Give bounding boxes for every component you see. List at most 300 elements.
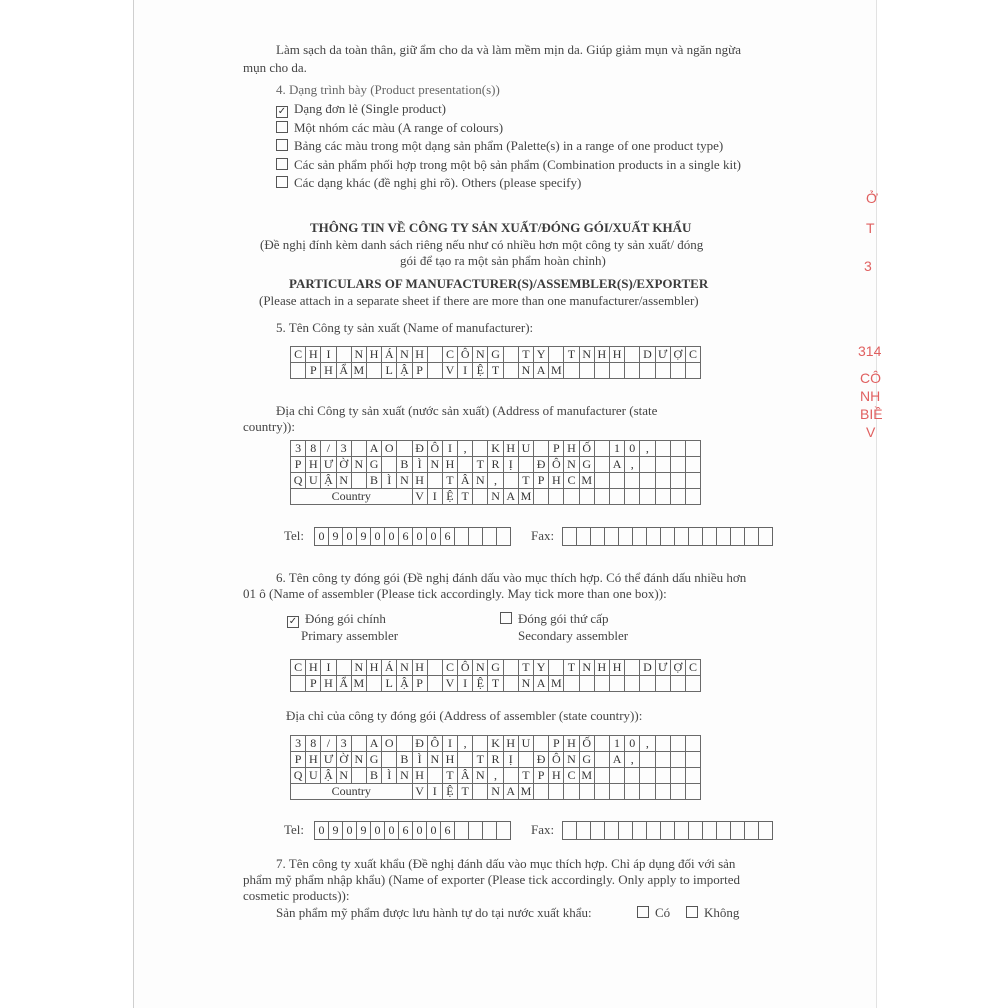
grid-cell[interactable]: P <box>412 363 427 379</box>
grid-cell[interactable]: N <box>397 768 412 784</box>
grid-cell[interactable]: 3 <box>336 441 351 457</box>
grid-cell[interactable]: M <box>549 363 564 379</box>
presentation-checkbox[interactable]: ✓ <box>277 106 287 117</box>
grid-cell[interactable] <box>594 752 609 768</box>
grid-cell[interactable]: H <box>564 441 579 457</box>
grid-cell[interactable] <box>594 676 609 692</box>
presentation-checkbox[interactable] <box>276 121 288 133</box>
digit-box[interactable]: 0 <box>412 527 427 546</box>
grid-cell[interactable]: C <box>442 347 457 363</box>
grid-cell[interactable] <box>655 363 670 379</box>
grid-cell[interactable]: Ư <box>655 660 670 676</box>
grid-cell[interactable]: G <box>488 347 503 363</box>
grid-cell[interactable]: R <box>488 752 503 768</box>
digit-box[interactable]: 6 <box>440 527 455 546</box>
grid-cell[interactable] <box>670 457 685 473</box>
grid-cell[interactable]: N <box>473 660 488 676</box>
presentation-option[interactable] <box>276 119 503 136</box>
grid-cell[interactable]: Đ <box>534 457 549 473</box>
grid-cell[interactable]: Ệ <box>473 676 488 692</box>
secondary-assembler-checkbox[interactable] <box>500 612 512 624</box>
grid-cell[interactable]: T <box>473 752 488 768</box>
grid-cell[interactable]: N <box>488 784 503 800</box>
grid-cell[interactable]: V <box>412 489 427 505</box>
presentation-option[interactable] <box>276 137 723 154</box>
grid-cell[interactable] <box>549 489 564 505</box>
grid-cell[interactable] <box>336 347 351 363</box>
grid-cell[interactable]: H <box>412 473 427 489</box>
digit-box[interactable]: 6 <box>440 821 455 840</box>
grid-cell[interactable]: Ậ <box>321 768 336 784</box>
grid-cell[interactable]: A <box>366 736 381 752</box>
grid-cell[interactable]: N <box>351 457 366 473</box>
grid-cell[interactable] <box>625 363 640 379</box>
grid-cell[interactable]: G <box>366 457 381 473</box>
presentation-option[interactable] <box>276 100 446 118</box>
digit-box[interactable] <box>674 527 689 546</box>
grid-cell[interactable] <box>685 676 700 692</box>
grid-cell[interactable] <box>503 676 518 692</box>
grid-cell[interactable]: I <box>427 784 442 800</box>
grid-cell[interactable] <box>366 676 381 692</box>
grid-cell[interactable] <box>564 676 579 692</box>
grid-cell[interactable]: 1 <box>609 441 624 457</box>
grid-cell[interactable] <box>291 363 306 379</box>
assembler-address-grid[interactable] <box>290 735 701 800</box>
grid-cell[interactable] <box>503 660 518 676</box>
grid-cell[interactable] <box>670 768 685 784</box>
digit-box[interactable] <box>730 527 745 546</box>
grid-cell[interactable]: N <box>564 457 579 473</box>
grid-cell[interactable] <box>625 676 640 692</box>
grid-cell[interactable] <box>685 363 700 379</box>
grid-cell[interactable]: M <box>579 768 594 784</box>
digit-box[interactable] <box>590 527 605 546</box>
digit-box[interactable]: 0 <box>370 527 385 546</box>
grid-cell[interactable]: T <box>518 347 533 363</box>
digit-box[interactable] <box>618 821 633 840</box>
grid-cell[interactable]: H <box>594 347 609 363</box>
grid-cell[interactable]: A <box>534 676 549 692</box>
grid-cell[interactable]: N <box>488 489 503 505</box>
grid-cell[interactable] <box>351 736 366 752</box>
grid-cell[interactable]: U <box>518 441 533 457</box>
digit-box[interactable] <box>562 821 577 840</box>
grid-cell[interactable] <box>594 784 609 800</box>
grid-cell[interactable]: Ì <box>412 752 427 768</box>
grid-cell[interactable] <box>655 441 670 457</box>
grid-cell[interactable] <box>609 784 624 800</box>
grid-cell[interactable]: P <box>306 363 321 379</box>
grid-cell[interactable]: , <box>458 736 473 752</box>
grid-cell[interactable] <box>655 473 670 489</box>
grid-cell[interactable] <box>427 676 442 692</box>
grid-cell[interactable] <box>549 347 564 363</box>
grid-cell[interactable]: H <box>306 347 321 363</box>
grid-cell[interactable] <box>640 752 655 768</box>
manufacturer-fax-field[interactable] <box>563 527 773 546</box>
grid-cell[interactable] <box>503 473 518 489</box>
grid-cell[interactable]: 1 <box>609 736 624 752</box>
grid-cell[interactable]: C <box>564 768 579 784</box>
grid-cell[interactable]: U <box>306 768 321 784</box>
grid-cell[interactable] <box>609 676 624 692</box>
grid-cell[interactable]: Ẩ <box>336 676 351 692</box>
grid-cell[interactable]: I <box>442 736 457 752</box>
grid-cell[interactable]: C <box>685 347 700 363</box>
grid-cell[interactable]: P <box>534 473 549 489</box>
grid-cell[interactable]: N <box>473 768 488 784</box>
grid-cell[interactable] <box>670 736 685 752</box>
grid-cell[interactable]: O <box>382 736 397 752</box>
grid-cell[interactable] <box>534 441 549 457</box>
grid-cell[interactable] <box>625 784 640 800</box>
grid-cell[interactable]: I <box>458 363 473 379</box>
grid-cell[interactable]: P <box>549 441 564 457</box>
grid-cell[interactable] <box>685 457 700 473</box>
grid-cell[interactable]: M <box>518 784 533 800</box>
grid-cell[interactable]: R <box>488 457 503 473</box>
digit-box[interactable] <box>674 821 689 840</box>
presentation-option[interactable] <box>276 156 741 173</box>
grid-cell[interactable] <box>427 660 442 676</box>
primary-assembler-option[interactable] <box>287 610 386 628</box>
grid-cell[interactable]: C <box>291 347 306 363</box>
grid-cell[interactable]: A <box>609 752 624 768</box>
grid-cell[interactable]: G <box>579 752 594 768</box>
grid-cell[interactable]: P <box>549 736 564 752</box>
grid-cell[interactable]: 3 <box>291 441 306 457</box>
digit-box[interactable] <box>496 821 511 840</box>
grid-cell[interactable]: K <box>488 441 503 457</box>
grid-cell[interactable]: , <box>488 768 503 784</box>
free-sale-no-option[interactable] <box>686 904 739 921</box>
grid-cell[interactable] <box>382 752 397 768</box>
grid-cell[interactable] <box>503 363 518 379</box>
grid-cell[interactable] <box>609 363 624 379</box>
digit-box[interactable] <box>730 821 745 840</box>
grid-cell[interactable] <box>625 347 640 363</box>
grid-cell[interactable]: T <box>518 473 533 489</box>
grid-cell[interactable]: N <box>397 660 412 676</box>
grid-cell[interactable]: A <box>366 441 381 457</box>
grid-cell[interactable]: Ô <box>549 752 564 768</box>
grid-cell[interactable]: Ô <box>549 457 564 473</box>
grid-cell[interactable]: U <box>518 736 533 752</box>
grid-cell[interactable]: I <box>427 489 442 505</box>
grid-cell[interactable]: P <box>306 676 321 692</box>
digit-box[interactable] <box>646 821 661 840</box>
grid-cell[interactable] <box>518 457 533 473</box>
digit-box[interactable] <box>744 821 759 840</box>
assembler-name-grid[interactable] <box>290 659 701 692</box>
grid-cell[interactable]: Ậ <box>397 676 412 692</box>
manufacturer-tel-field[interactable] <box>315 527 511 546</box>
grid-cell[interactable]: H <box>306 660 321 676</box>
grid-cell[interactable]: V <box>442 363 457 379</box>
grid-cell[interactable]: N <box>518 363 533 379</box>
digit-box[interactable] <box>562 527 577 546</box>
digit-box[interactable] <box>758 527 773 546</box>
digit-box[interactable] <box>632 527 647 546</box>
manufacturer-name-grid[interactable] <box>290 346 701 379</box>
grid-cell[interactable] <box>473 441 488 457</box>
grid-cell[interactable]: M <box>518 489 533 505</box>
grid-cell[interactable] <box>534 784 549 800</box>
grid-cell[interactable]: Q <box>291 473 306 489</box>
digit-box[interactable] <box>646 527 661 546</box>
grid-cell[interactable] <box>503 347 518 363</box>
presentation-checkbox[interactable] <box>276 158 288 170</box>
grid-cell[interactable]: 3 <box>291 736 306 752</box>
grid-cell[interactable]: N <box>397 473 412 489</box>
grid-cell[interactable] <box>594 457 609 473</box>
grid-cell[interactable] <box>655 736 670 752</box>
grid-cell[interactable] <box>655 768 670 784</box>
digit-box[interactable] <box>660 527 675 546</box>
grid-cell[interactable]: T <box>473 457 488 473</box>
free-sale-yes-checkbox[interactable] <box>637 906 649 918</box>
grid-cell[interactable] <box>640 676 655 692</box>
grid-cell[interactable]: T <box>518 768 533 784</box>
grid-cell[interactable]: C <box>442 660 457 676</box>
digit-box[interactable]: 0 <box>370 821 385 840</box>
digit-box[interactable] <box>454 821 469 840</box>
grid-cell[interactable]: Ô <box>427 736 442 752</box>
secondary-assembler-option[interactable] <box>500 610 608 627</box>
grid-cell[interactable] <box>609 489 624 505</box>
grid-cell[interactable]: N <box>351 660 366 676</box>
digit-box[interactable]: 9 <box>328 527 343 546</box>
grid-cell[interactable]: Á <box>382 347 397 363</box>
digit-box[interactable] <box>454 527 469 546</box>
grid-cell[interactable]: P <box>291 752 306 768</box>
grid-cell[interactable] <box>427 363 442 379</box>
grid-cell[interactable]: T <box>518 660 533 676</box>
assembler-fax-field[interactable] <box>563 821 773 840</box>
grid-cell[interactable]: Đ <box>534 752 549 768</box>
grid-cell[interactable]: M <box>549 676 564 692</box>
grid-cell[interactable] <box>685 441 700 457</box>
grid-cell[interactable]: Ư <box>321 457 336 473</box>
grid-cell[interactable]: I <box>321 347 336 363</box>
grid-cell[interactable]: H <box>366 347 381 363</box>
grid-cell[interactable]: P <box>291 457 306 473</box>
grid-cell[interactable] <box>594 473 609 489</box>
grid-cell[interactable]: / <box>321 441 336 457</box>
grid-cell[interactable] <box>534 489 549 505</box>
grid-cell[interactable]: G <box>366 752 381 768</box>
grid-cell[interactable]: H <box>306 457 321 473</box>
grid-cell[interactable]: N <box>473 347 488 363</box>
digit-box[interactable]: 9 <box>356 527 371 546</box>
grid-cell[interactable] <box>640 784 655 800</box>
grid-cell[interactable]: Ư <box>321 752 336 768</box>
grid-cell[interactable] <box>670 441 685 457</box>
grid-cell[interactable]: Đ <box>412 736 427 752</box>
grid-cell[interactable] <box>685 752 700 768</box>
grid-cell[interactable] <box>685 768 700 784</box>
grid-cell[interactable] <box>564 489 579 505</box>
grid-cell[interactable] <box>625 489 640 505</box>
grid-cell[interactable]: L <box>382 363 397 379</box>
grid-cell[interactable]: H <box>366 660 381 676</box>
digit-box[interactable] <box>688 821 703 840</box>
grid-cell[interactable] <box>473 489 488 505</box>
grid-cell[interactable] <box>625 660 640 676</box>
presentation-checkbox[interactable] <box>276 176 288 188</box>
grid-cell[interactable] <box>670 752 685 768</box>
grid-cell[interactable]: A <box>609 457 624 473</box>
digit-box[interactable]: 0 <box>342 527 357 546</box>
grid-cell[interactable]: H <box>412 768 427 784</box>
grid-cell[interactable] <box>594 441 609 457</box>
grid-cell[interactable]: I <box>321 660 336 676</box>
grid-cell[interactable] <box>594 363 609 379</box>
assembler-tel-field[interactable] <box>315 821 511 840</box>
grid-cell[interactable] <box>549 784 564 800</box>
grid-cell[interactable]: T <box>488 676 503 692</box>
grid-cell[interactable]: N <box>427 752 442 768</box>
grid-cell[interactable] <box>655 489 670 505</box>
grid-cell[interactable]: V <box>412 784 427 800</box>
digit-box[interactable]: 9 <box>328 821 343 840</box>
grid-cell[interactable]: N <box>351 752 366 768</box>
grid-cell[interactable] <box>564 784 579 800</box>
grid-cell[interactable] <box>427 768 442 784</box>
grid-cell[interactable]: M <box>579 473 594 489</box>
digit-box[interactable] <box>716 527 731 546</box>
grid-cell[interactable]: N <box>336 473 351 489</box>
grid-cell[interactable]: M <box>351 363 366 379</box>
digit-box[interactable] <box>688 527 703 546</box>
digit-box[interactable]: 0 <box>342 821 357 840</box>
grid-cell[interactable] <box>397 441 412 457</box>
grid-cell[interactable]: Â <box>458 473 473 489</box>
grid-cell[interactable] <box>609 768 624 784</box>
grid-cell[interactable]: Ệ <box>473 363 488 379</box>
digit-box[interactable] <box>618 527 633 546</box>
digit-box[interactable]: 0 <box>384 821 399 840</box>
grid-cell[interactable]: Ợ <box>670 660 685 676</box>
grid-cell[interactable]: T <box>564 347 579 363</box>
digit-box[interactable] <box>632 821 647 840</box>
grid-cell[interactable]: 8 <box>306 736 321 752</box>
grid-cell[interactable]: Ờ <box>336 752 351 768</box>
grid-cell[interactable]: O <box>382 441 397 457</box>
digit-box[interactable]: 0 <box>426 821 441 840</box>
grid-cell[interactable]: , <box>640 736 655 752</box>
grid-cell[interactable] <box>685 736 700 752</box>
digit-box[interactable] <box>660 821 675 840</box>
grid-cell[interactable] <box>579 676 594 692</box>
grid-cell[interactable]: , <box>458 441 473 457</box>
grid-cell[interactable]: Đ <box>412 441 427 457</box>
digit-box[interactable] <box>716 821 731 840</box>
grid-cell[interactable]: Â <box>458 768 473 784</box>
grid-cell[interactable]: 3 <box>336 736 351 752</box>
digit-box[interactable] <box>496 527 511 546</box>
digit-box[interactable] <box>702 527 717 546</box>
digit-box[interactable] <box>702 821 717 840</box>
grid-cell[interactable] <box>609 473 624 489</box>
grid-cell[interactable]: Ệ <box>442 784 457 800</box>
grid-cell[interactable] <box>655 457 670 473</box>
grid-cell[interactable]: A <box>534 363 549 379</box>
primary-assembler-checkbox[interactable]: ✓ <box>288 616 298 627</box>
grid-cell[interactable] <box>670 784 685 800</box>
grid-cell[interactable] <box>382 457 397 473</box>
grid-cell[interactable]: T <box>564 660 579 676</box>
grid-cell[interactable] <box>351 768 366 784</box>
grid-cell[interactable] <box>427 473 442 489</box>
grid-cell[interactable]: Y <box>534 660 549 676</box>
grid-cell[interactable]: I <box>442 441 457 457</box>
grid-cell[interactable]: Ố <box>579 441 594 457</box>
grid-cell[interactable]: Ì <box>382 768 397 784</box>
grid-cell[interactable]: U <box>306 473 321 489</box>
presentation-option[interactable] <box>276 174 581 191</box>
grid-cell[interactable]: C <box>291 660 306 676</box>
grid-cell[interactable]: Ì <box>382 473 397 489</box>
grid-cell[interactable] <box>640 457 655 473</box>
grid-cell[interactable] <box>549 660 564 676</box>
digit-box[interactable] <box>468 527 483 546</box>
grid-cell[interactable] <box>670 363 685 379</box>
grid-cell[interactable]: H <box>594 660 609 676</box>
grid-cell[interactable]: N <box>351 347 366 363</box>
digit-box[interactable]: 6 <box>398 821 413 840</box>
grid-cell[interactable]: B <box>366 473 381 489</box>
grid-cell[interactable]: H <box>549 768 564 784</box>
digit-box[interactable]: 0 <box>314 527 329 546</box>
grid-cell[interactable]: T <box>458 489 473 505</box>
digit-box[interactable]: 6 <box>398 527 413 546</box>
grid-cell[interactable] <box>534 736 549 752</box>
grid-cell[interactable]: Ệ <box>442 489 457 505</box>
grid-cell[interactable] <box>458 457 473 473</box>
grid-cell[interactable] <box>670 473 685 489</box>
grid-cell[interactable]: T <box>442 473 457 489</box>
grid-cell[interactable]: Ị <box>503 752 518 768</box>
grid-cell[interactable]: H <box>442 457 457 473</box>
grid-cell[interactable]: B <box>397 457 412 473</box>
grid-cell[interactable]: G <box>488 660 503 676</box>
grid-cell[interactable]: M <box>351 676 366 692</box>
grid-cell[interactable]: 0 <box>625 441 640 457</box>
grid-cell[interactable] <box>640 473 655 489</box>
grid-cell[interactable]: N <box>397 347 412 363</box>
grid-cell[interactable]: G <box>579 457 594 473</box>
grid-cell[interactable]: N <box>564 752 579 768</box>
grid-cell[interactable]: D <box>640 660 655 676</box>
digit-box[interactable]: 9 <box>356 821 371 840</box>
grid-cell[interactable]: P <box>412 676 427 692</box>
grid-cell[interactable] <box>594 489 609 505</box>
grid-cell[interactable] <box>351 441 366 457</box>
grid-cell[interactable] <box>473 784 488 800</box>
grid-cell[interactable]: N <box>336 768 351 784</box>
grid-cell[interactable] <box>336 660 351 676</box>
grid-cell[interactable]: Ị <box>503 457 518 473</box>
grid-cell[interactable] <box>625 473 640 489</box>
grid-cell[interactable]: D <box>640 347 655 363</box>
grid-cell[interactable] <box>640 363 655 379</box>
grid-cell[interactable] <box>655 784 670 800</box>
digit-box[interactable] <box>482 527 497 546</box>
grid-cell[interactable]: Ố <box>579 736 594 752</box>
grid-cell[interactable] <box>351 473 366 489</box>
